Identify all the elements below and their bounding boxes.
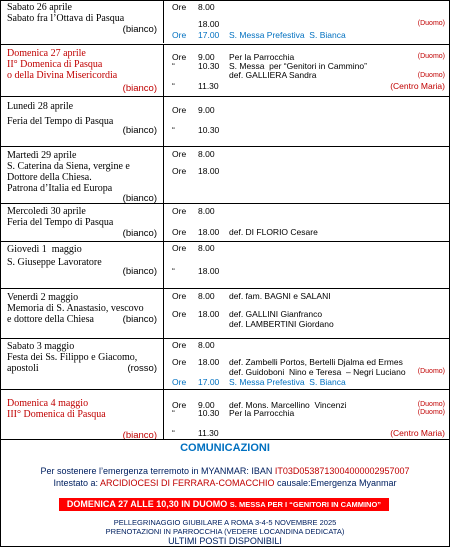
sunday-banner [59,498,389,511]
location-label: (Duomo) [417,72,445,79]
day-cell [1,147,164,203]
liturgical-color: (bianco) [122,314,157,325]
mass-entry: Ore 17.00 [172,377,220,387]
day-feast: III° Domenica di Pasqua [7,409,106,420]
day-cell [1,45,164,96]
day-feast: o della Divina Misericordia [7,70,118,81]
last-places-notice: ULTIMI POSTI DISPONIBILI [168,536,282,546]
day-cell [1,97,164,146]
calendar-row [1,389,449,439]
mass-entry: 18.00 [198,19,220,29]
mass-entry: Ore 8.00 [172,149,215,159]
appeal-text: Per sostenere l’emergenza terremoto in MYANMAR: IBAN [40,466,275,476]
mass-cell [164,204,449,241]
liturgical-color: (bianco) [122,228,157,239]
day-title: Giovedì 1 maggio [7,244,82,255]
mass-cell [164,97,449,146]
mass-entry: Ore 8.00 [172,2,215,12]
liturgical-color: (bianco) [122,193,157,204]
calendar-row [1,44,449,96]
calendar-row [1,96,449,146]
location-label: (Duomo) [417,401,445,408]
location-label: (Duomo) [417,368,445,375]
mass-intention: def. Zambelli Portos, Bertelli Djalma ed Ermes [229,357,403,367]
day-feast: Patrona d’Italia ed Europa [7,183,113,194]
iban-code: IT03D0538713004000002957007 [274,466,410,476]
day-feast: apostoli [7,363,39,374]
causale-text: causale:Emergenza Myanmar [274,478,397,488]
location-label: (Centro Maria) [390,428,445,438]
liturgical-color: (bianco) [122,83,157,94]
mass-entry: Ore 9.00 [172,400,215,410]
calendar-row [1,241,449,288]
mass-cell [164,242,449,288]
day-feast: S. Caterina da Siena, vergine e [7,161,130,172]
day-cell [1,339,164,389]
donation-appeal [1,466,449,476]
mass-entry: “ 18.00 [172,266,220,276]
mass-intention: def. GALLIERA Sandra [229,70,317,80]
location-label: (Centro Maria) [390,81,445,91]
mass-entry: Ore 18.00 [172,309,220,319]
liturgical-color: (bianco) [122,24,157,35]
diocese-name: ARCIDIOCESI DI FERRARA-COMACCHIO [99,478,275,488]
mass-entry: Ore 8.00 [172,340,215,350]
mass-intention: S. Messa per “Genitori in Cammino” [229,61,367,71]
mass-entry: Ore 18.00 [172,357,220,367]
calendar-row [1,288,449,338]
mass-intention: def. Guidoboni Nino e Teresa – Negri Luciano [229,367,406,377]
pilgrimage-announcement: PELLEGRINAGGIO GIUBILARE A ROMA 3-4-5 NOVEMBRE 2025 [113,518,337,527]
calendar-row [1,338,449,389]
mass-intention: def. fam. BAGNI e SALANI [229,291,331,301]
mass-cell [164,339,449,389]
day-feast: Feria del Tempo di Pasqua [7,217,114,228]
mass-intention: def. LAMBERTINI Giordano [229,319,334,329]
day-title: Mercoledì 30 aprile [7,206,86,217]
announcements-title: COMUNICAZIONI [180,442,270,454]
mass-intention: Per la Parrocchia [229,52,295,62]
day-feast: Feria del Tempo di Pasqua [7,116,114,127]
mass-cell [164,147,449,203]
day-title: Sabato 26 aprile [7,2,72,13]
calendar-row [1,203,449,241]
mass-intention: Per la Parrocchia [229,408,295,418]
day-cell [1,242,164,288]
recipient-label: Intestato a: [53,478,100,488]
mass-entry: Ore 17.00 [172,30,220,40]
day-feast: Dottore della Chiesa. [7,172,92,183]
mass-entry: “ 10.30 [172,408,220,418]
day-cell [1,390,164,439]
location-label: (Duomo) [417,409,445,416]
day-feast: Sabato fra l’Ottava di Pasqua [7,13,125,24]
mass-cell [164,0,449,43]
location-label: (Duomo) [417,53,445,60]
day-feast: S. Giuseppe Lavoratore [7,257,102,268]
day-feast: Memoria di S. Anastasio, vescovo [7,303,144,314]
mass-intention: def. GALLINI Gianfranco [229,309,323,319]
day-feast: II° Domenica di Pasqua [7,59,103,70]
mass-cell [164,289,449,338]
day-title: Domenica 4 maggio [7,398,89,409]
mass-entry: Ore 8.00 [172,206,215,216]
day-title: Martedì 29 aprile [7,150,77,161]
day-feast: Festa dei Ss. Filippo e Giacomo, [7,352,138,363]
mass-entry: “ 10.30 [172,125,220,135]
mass-entry: Ore 9.00 [172,105,215,115]
liturgical-color: (bianco) [122,266,157,277]
mass-entry: “ 11.30 [172,81,219,91]
mass-intention: S. Messa Prefestiva S. Bianca [229,377,346,387]
banner-sub: S. MESSA PER I “GENITORI IN CAMMINO” [229,500,382,509]
mass-entry: Ore 8.00 [172,243,215,253]
booking-info: PRENOTAZIONI IN PARROCCHIA (VEDERE LOCANDINA DEDICATA) [105,527,345,536]
mass-entry: “ 10.30 [172,61,220,71]
day-feast: e dottore della Chiesa [7,314,94,325]
announcements-section [1,439,449,547]
mass-intention: S. Messa Prefestiva S. Bianca [229,30,346,40]
liturgical-color: (bianco) [122,430,157,441]
mass-entry: Ore 8.00 [172,291,215,301]
day-title: Lunedì 28 aprile [7,101,74,112]
day-title: Domenica 27 aprile [7,48,86,59]
mass-cell [164,390,449,439]
mass-cell [164,45,449,96]
day-cell [1,289,164,338]
location-label: (Duomo) [417,20,445,27]
liturgical-color: (rosso) [127,363,157,374]
liturgical-color: (bianco) [122,125,157,136]
day-title: Venerdì 2 maggio [7,292,79,303]
mass-entry: Ore 18.00 [172,166,220,176]
day-title: Sabato 3 maggio [7,341,75,352]
mass-intention: def. Mons. Marcellino Vincenzi [229,400,347,410]
mass-entry: Ore 9.00 [172,52,215,62]
calendar-row [1,0,449,43]
day-cell [1,204,164,241]
banner-main: DOMENICA 27 ALLE 10,30 IN DUOMO [66,499,230,509]
day-cell [1,0,164,43]
mass-entry: Ore 18.00 [172,227,220,237]
donation-recipient [1,478,449,488]
calendar-row [1,146,449,203]
mass-intention: def. DI FLORIO Cesare [229,227,318,237]
mass-entry: “ 11.30 [172,428,219,438]
